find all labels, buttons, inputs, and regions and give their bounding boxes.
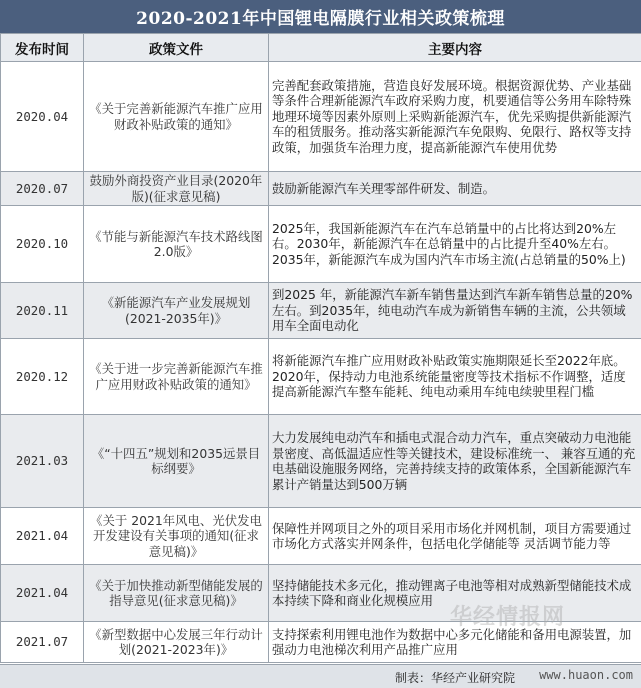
row-date: 2021.04 [1, 565, 84, 622]
row-date: 2020.10 [1, 206, 84, 283]
row-doc: 《“十四五”规划和2035远景目标纲要》 [84, 415, 269, 508]
row-content: 完善配套政策措施，营造良好发展环境。根据资源优势、产业基础等条件合理新能源汽车政府采购力度，机要通信等公务用车除特殊地理环境等因素外原则上采购新能源汽车，优先采购提供新能源汽车的租赁服务。推动落实新能源汽车免限购、免限行、路权等支持政策，加强货车治理力度，提高新能源汽车使用优势 [269, 62, 641, 172]
table-row [1, 172, 641, 206]
row-content: 坚持储能技术多元化，推动锂离子电池等相对成熟新型储能技术成本持续下降和商业化规模应用 [269, 565, 641, 622]
row-content: 支持探索利用锂电池作为数据中心多元化储能和备用电源装置，加强动力电池梯次利用产品推广应用 [269, 622, 641, 663]
row-doc: 《关于 2021年风电、光伏发电开发建设有关事项的通知(征求意见稿)》 [84, 508, 269, 565]
table-row [1, 283, 641, 339]
footer-maker: 制表：华经产业研究院 [395, 669, 515, 686]
row-date: 2021.03 [1, 415, 84, 508]
header-content: 主要内容 [269, 34, 641, 62]
header-date: 发布时间 [1, 34, 84, 62]
table-row [1, 62, 641, 172]
row-content: 大力发展纯电动汽车和插电式混合动力汽车，重点突破动力电池能景密度、高低温适应性等关键技术，建设标准统一、 兼容互通的充电基础设施服务网络，完善持续支持的政策体系，全国新能源汽车累计产销量达到500万辆 [269, 415, 641, 508]
row-content: 将新能源汽车推广应用财政补贴政策实施期限延长至2022年底。2020年，保持动力电池系统能量密度等技术指标不作调整，适度提高新能源汽车整车能耗、纯电动乘用车纯电续驶里程门槛 [269, 339, 641, 415]
row-date: 2021.04 [1, 508, 84, 565]
header-row [1, 34, 641, 62]
table-row [1, 339, 641, 415]
footer-site[interactable]: www.huaon.com [539, 668, 633, 682]
row-date: 2020.12 [1, 339, 84, 415]
row-doc: 《关于完善新能源汽车推广应用财政补贴政策的通知》 [84, 62, 269, 172]
row-content: 保障性并网项目之外的项目采用市场化并网机制，项目方需要通过市场化方式落实并网条件，包括电化学储能等 灵活调节能力等 [269, 508, 641, 565]
table-row [1, 622, 641, 663]
table-row [1, 415, 641, 508]
row-doc: 《新能源汽车产业发展规划(2021-2035年)》 [84, 283, 269, 339]
row-date: 2020.11 [1, 283, 84, 339]
row-date: 2021.07 [1, 622, 84, 663]
row-date: 2020.04 [1, 62, 84, 172]
row-doc: 鼓励外商投资产业目录(2020年版)(征求意见稿) [84, 172, 269, 206]
policy-table [0, 33, 641, 663]
row-content: 鼓励新能源汽车关理零部件研发、制造。 [269, 172, 641, 206]
row-date: 2020.07 [1, 172, 84, 206]
row-doc: 《新型数据中心发展三年行动计划(2021-2023年)》 [84, 622, 269, 663]
table-title: 2020-2021年中国锂电隔膜行业相关政策梳理 [0, 0, 641, 33]
table-row [1, 565, 641, 622]
table-row [1, 206, 641, 283]
row-doc: 《节能与新能源汽车技术路线图2.0版》 [84, 206, 269, 283]
header-doc: 政策文件 [84, 34, 269, 62]
footer [0, 664, 641, 688]
row-content: 到2025 年，新能源汽车新车销售量达到汽车新车销售总量的20%左右。到2035年，纯电动汽车成为新销售车辆的主流，公共领域用车全面电动化 [269, 283, 641, 339]
row-content: 2025年，我国新能源汽车在汽车总销量中的占比将达到20%左右。2030年，新能源汽车在总销量中的占比提升至40%左右。2035年，新能源汽车成为国内汽车市场主流(占总销量的50%上) [269, 206, 641, 283]
watermark: 华经情报网 [450, 600, 565, 631]
row-doc: 《关于进一步完善新能源汽车推广应用财政补贴政策的通知》 [84, 339, 269, 415]
table-row [1, 508, 641, 565]
row-doc: 《关于加快推动新型储能发展的指导意见(征求意见稿)》 [84, 565, 269, 622]
